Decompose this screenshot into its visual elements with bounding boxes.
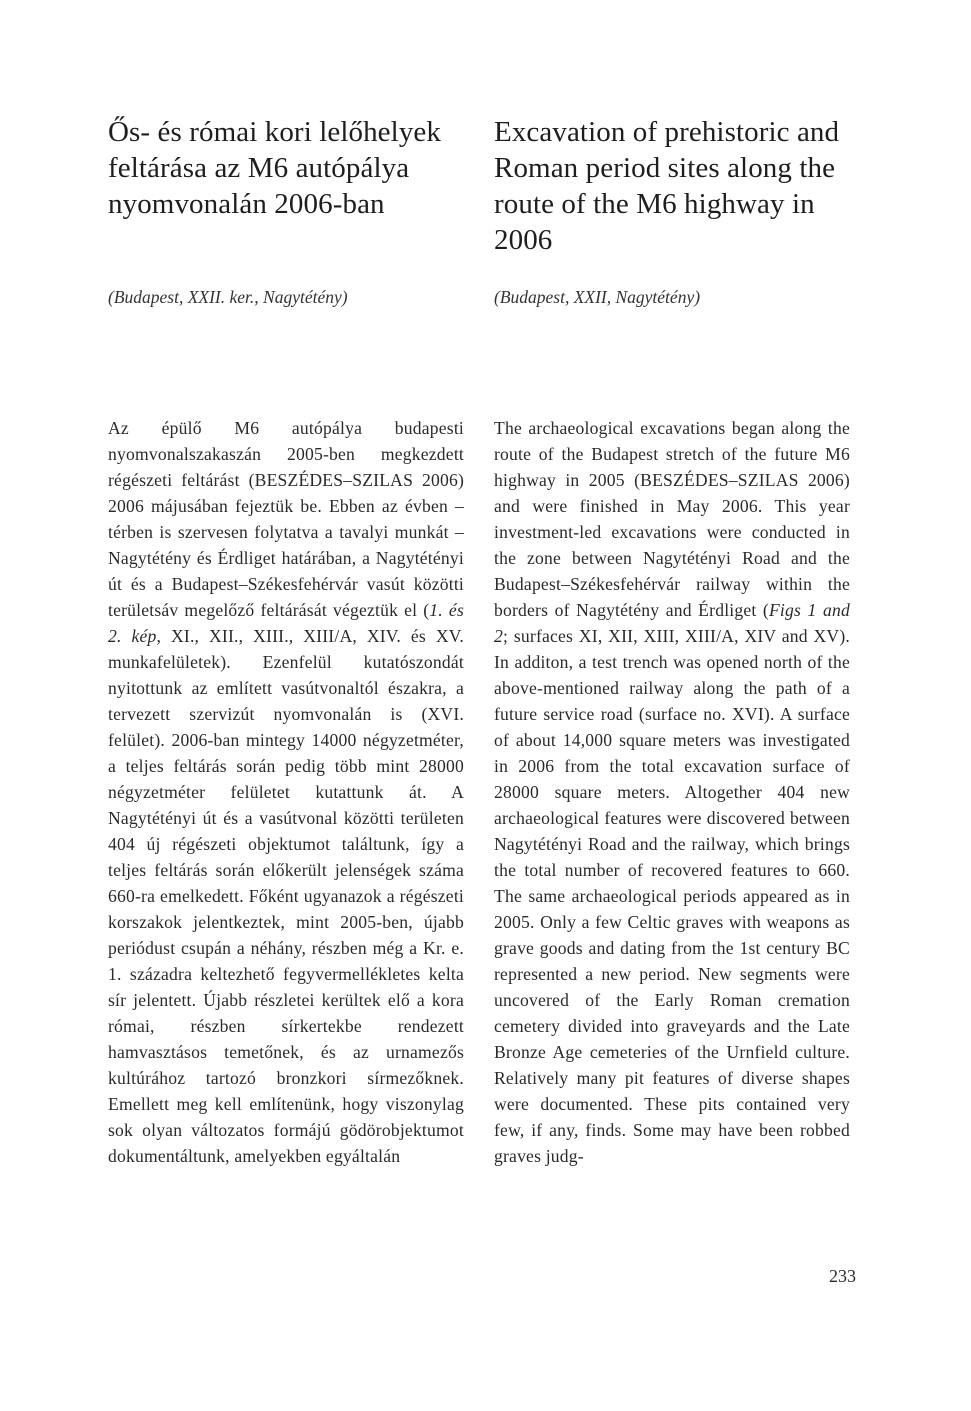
subtitle-hungarian: (Budapest, XXII. ker., Nagytétény)	[108, 287, 348, 307]
body-text-segment: Az épülő M6 autópálya budapesti nyomvonalszakaszán 2005-ben megkezdett régészeti feltárást (BESZÉDES–SZILAS 2006) 2006 májusában fejeztük be. Ebben az évben – térben is szervesen folytatva a tavalyi munkát – Nagytétény és Érdliget határában, a Nagytétényi út és a Budapest–Székesfehérvár vasút közötti területsáv megelőző feltárását végeztük el (	[108, 418, 464, 620]
subtitle-english: (Budapest, XXII, Nagytétény)	[494, 287, 701, 307]
title-english: Excavation of prehistoric and Roman period sites along the route of the M6 highway in 2006	[494, 116, 840, 256]
page-number: 233	[829, 1266, 856, 1286]
body-text-english	[494, 415, 850, 1169]
body-text-segment: , XI., XII., XIII., XIII/A, XIV. és XV. munkafelületek). Ezenfelül kutatószondát nyitottunk az említett vasútvonaltól északra, a tervezett szervizút nyomvonalán is (XVI. felület). 2006-ban mintegy 14000 négyzetméter, a teljes feltárás során pedig több mint 28000 négyzetméter felületet kutattunk át. A Nagytétényi út és a vasútvonal közötti területen 404 új régészeti objektumot találtunk, így a teljes feltárás során előkerült jelenségek száma 660-ra emelkedett. Főként ugyanazok a régészeti korszakok jelentkeztek, mint 2005-ben, újabb periódust csupán a néhány, részben még a Kr. e. 1. századra keltezhető fegyvermellékletes kelta sír jelentett. Újabb részletei kerültek elő a kora római, részben sírkertekbe rendezett hamvasztásos temetőnek, és az urnamezős kultúrához tartozó bronzkori sírmezőknek. Emellett meg kell említenünk, hogy viszonylag sok olyan változatos formájú gödörobjektumot dokumentáltunk, amelyekben egyáltalán	[108, 626, 464, 1166]
figure-reference: 1. és 2. kép	[108, 600, 464, 646]
figure-reference: Figs 1 and 2	[494, 600, 850, 646]
title-hungarian: Ős- és római kori lelőhelyek feltárása az M6 autópálya nyomvonalán 2006-ban	[108, 116, 441, 220]
body-text-hungarian	[108, 415, 464, 1169]
body-text-segment: ; surfaces XI, XII, XIII, XIII/A, XIV and XV). In additon, a test trench was opened north of the above-mentioned railway along the path of a future service road (surface no. XVI). A surface of about 14,000 square meters was investigated in 2006 from the total excavation surface of 28000 square meters. Altogether 404 new archaeological features were discovered between Nagytétényi Road and the railway, which brings the total number of recovered features to 660. The same archaeological periods appeared as in 2005. Only a few Celtic graves with weapons as grave goods and dating from the 1st century BC represented a new period. New segments were uncovered of the Early Roman cremation cemetery divided into graveyards and the Late Bronze Age cemeteries of the Urnfield culture. Relatively many pit features of diverse shapes were documented. These pits contained very few, if any, finds. Some may have been robbed graves judg-	[494, 626, 850, 1166]
body-text-segment: The archaeological excavations began along the route of the Budapest stretch of the future M6 highway in 2005 (BESZÉDES–SZILAS 2006) and were finished in May 2006. This year investment-led excavations were conducted in the zone between Nagytétényi Road and the Budapest–Székesfehérvár railway within the borders of Nagytétény and Érdliget (	[494, 418, 850, 620]
